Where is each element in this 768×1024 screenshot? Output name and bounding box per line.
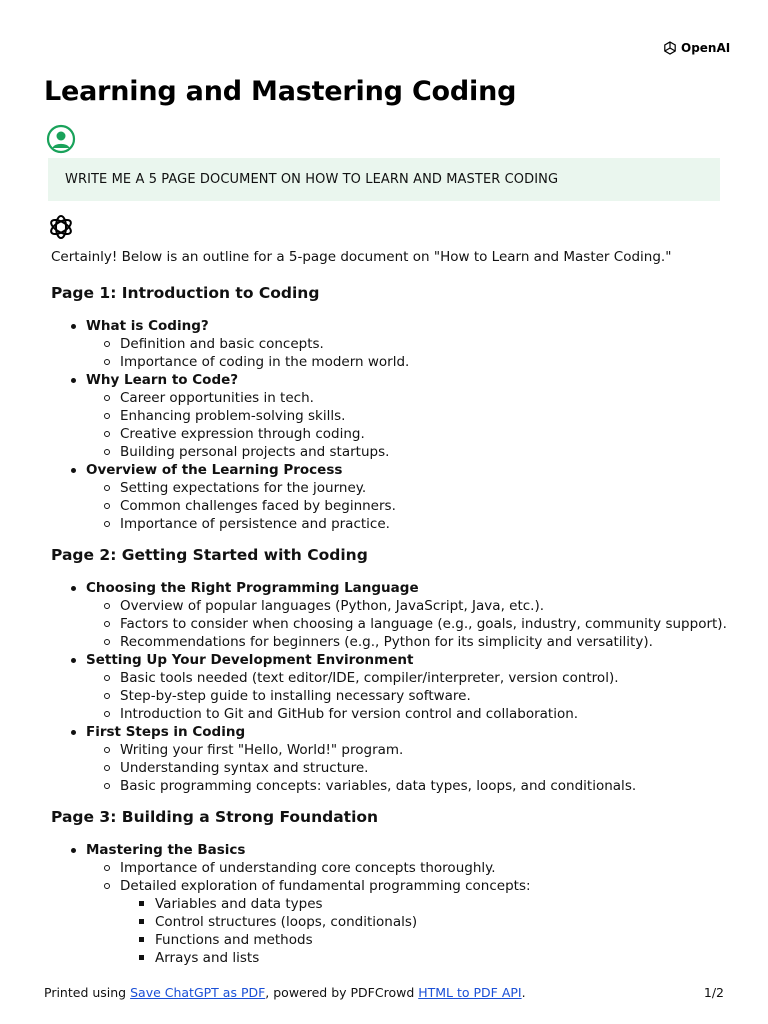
save-chatgpt-link[interactable]: Save ChatGPT as PDF: [130, 985, 266, 1000]
item-title: First Steps in Coding: [86, 724, 246, 740]
sub-item: Factors to consider when choosing a language (e.g., goals, industry, community support).: [51, 615, 731, 633]
sub-item-text: Detailed exploration of fundamental programming concepts:: [120, 878, 531, 894]
section-heading: Page 1: Introduction to Coding: [51, 284, 320, 302]
list-item: [51, 723, 731, 795]
list-item: [51, 461, 731, 533]
document-title: Learning and Mastering Coding: [44, 76, 517, 107]
footer-suffix: .: [521, 985, 526, 1000]
item-title: Mastering the Basics: [86, 842, 246, 858]
sub-sub-item: Variables and data types: [51, 895, 731, 913]
list-item: [51, 371, 731, 461]
sub-sub-item: Arrays and lists: [51, 949, 731, 967]
sub-item: Introduction to Git and GitHub for version control and collaboration.: [51, 705, 731, 723]
sub-item: Recommendations for beginners (e.g., Python for its simplicity and versatility).: [51, 633, 731, 651]
sub-item: Step-by-step guide to installing necessary software.: [51, 687, 731, 705]
sub-item: Importance of persistence and practice.: [51, 515, 731, 533]
page-number: 1/2: [703, 985, 724, 1000]
list-item: [51, 317, 731, 371]
sub-item: Common challenges faced by beginners.: [51, 497, 731, 515]
section-list: [51, 579, 731, 795]
item-title: Setting Up Your Development Environment: [86, 652, 414, 668]
sub-item: Writing your first "Hello, World!" program.: [51, 741, 731, 759]
section-list: [51, 841, 731, 967]
footer-prefix: Printed using: [44, 985, 131, 1000]
item-title: Why Learn to Code?: [86, 372, 239, 388]
sub-item: Importance of coding in the modern world.: [51, 353, 731, 371]
sub-item: Definition and basic concepts.: [51, 335, 731, 353]
section-list: [51, 317, 731, 533]
sub-item: Overview of popular languages (Python, JavaScript, Java, etc.).: [51, 597, 731, 615]
item-title: Choosing the Right Programming Language: [86, 580, 419, 596]
response-intro: Certainly! Below is an outline for a 5-page document on "How to Learn and Master Coding.": [51, 249, 672, 265]
sub-item: [51, 877, 731, 967]
openai-logo-icon: [662, 40, 678, 56]
item-title: Overview of the Learning Process: [86, 462, 343, 478]
sub-item: Basic programming concepts: variables, data types, loops, and conditionals.: [51, 777, 731, 795]
sub-sub-item: Functions and methods: [51, 931, 731, 949]
sub-item: Setting expectations for the journey.: [51, 479, 731, 497]
item-title: What is Coding?: [86, 318, 209, 334]
list-item: [51, 579, 731, 651]
sub-item: Enhancing problem-solving skills.: [51, 407, 731, 425]
sub-item: Building personal projects and startups.: [51, 443, 731, 461]
sub-item: Career opportunities in tech.: [51, 389, 731, 407]
sub-sub-item: Control structures (loops, conditionals): [51, 913, 731, 931]
sub-item: Creative expression through coding.: [51, 425, 731, 443]
sub-item: Basic tools needed (text editor/IDE, compiler/interpreter, version control).: [51, 669, 731, 687]
openai-brand: [662, 40, 730, 56]
sub-item: Importance of understanding core concepts thoroughly.: [51, 859, 731, 877]
section-heading: Page 2: Getting Started with Coding: [51, 546, 368, 564]
user-avatar-icon: [46, 124, 76, 154]
sub-item: Understanding syntax and structure.: [51, 759, 731, 777]
footer-middle: , powered by PDFCrowd: [265, 985, 419, 1000]
list-item: [51, 651, 731, 723]
footer-credit: [44, 985, 526, 1000]
brand-name: OpenAI: [681, 41, 731, 55]
section-heading: Page 3: Building a Strong Foundation: [51, 808, 379, 826]
chatgpt-avatar-icon: [47, 213, 75, 241]
assistant-response: [51, 247, 731, 979]
user-prompt: WRITE ME A 5 PAGE DOCUMENT ON HOW TO LEARN AND MASTER CODING: [48, 158, 720, 201]
list-item: [51, 841, 731, 967]
print-footer: [44, 985, 724, 1000]
html-to-pdf-link[interactable]: HTML to PDF API: [418, 985, 522, 1000]
